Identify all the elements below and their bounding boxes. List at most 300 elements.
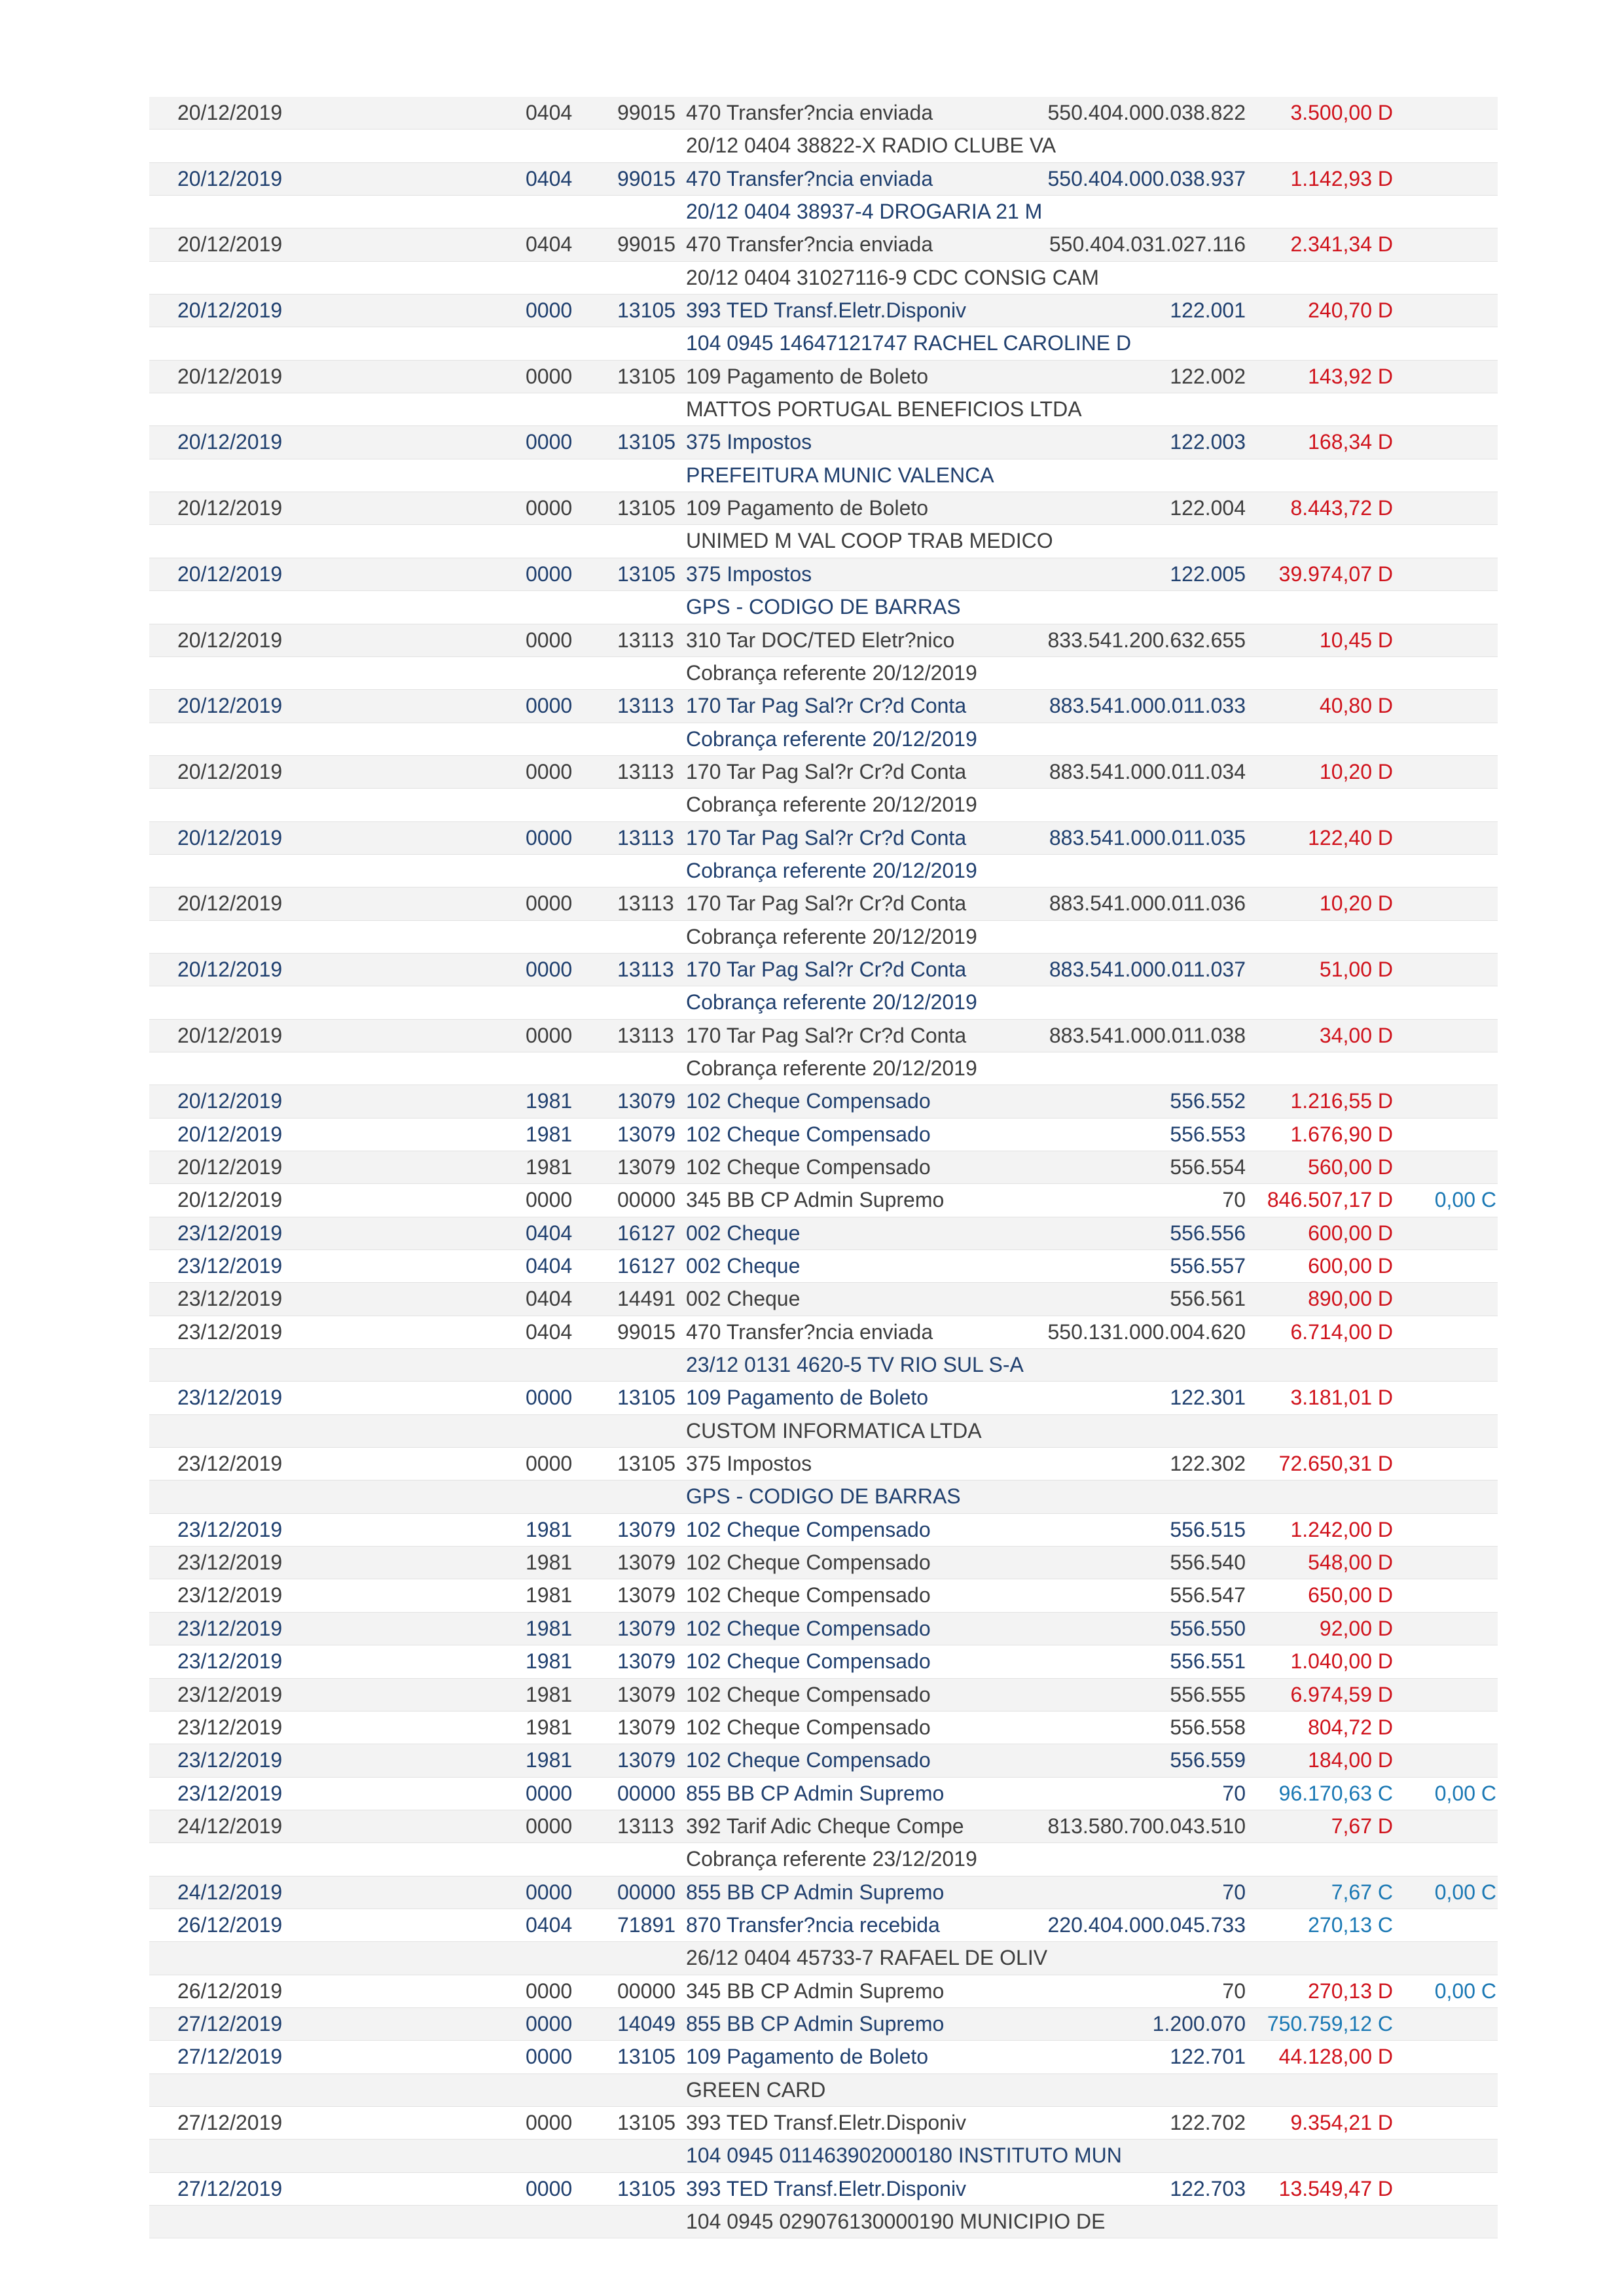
agency-cell: 0000 [526, 298, 573, 323]
lote-cell: 99015 [617, 232, 676, 257]
lote-cell: 13079 [617, 1682, 676, 1706]
transaction-row [149, 1547, 1498, 1579]
agency-cell: 0000 [526, 1452, 573, 1476]
agency-cell: 0404 [526, 1319, 573, 1344]
agency-cell: 1981 [526, 1089, 573, 1113]
agency-cell: 1981 [526, 1682, 573, 1706]
transaction-row [149, 690, 1498, 723]
value-cell: 13.549,47 D [1278, 2176, 1393, 2200]
history-cell: 102 Cheque Compensado [686, 1682, 931, 1706]
description-cell: GREEN CARD [686, 2077, 826, 2102]
transaction-row [149, 163, 1498, 196]
transaction-row [149, 1184, 1498, 1217]
lote-cell: 13079 [617, 1155, 676, 1179]
date-cell: 27/12/2019 [177, 2110, 283, 2134]
transaction-row [149, 361, 1498, 393]
description-cell: 104 0945 029076130000190 MUNICIPIO DE [686, 2210, 1106, 2233]
transaction-row [149, 2008, 1498, 2041]
transaction-row [149, 888, 1498, 920]
description-row [149, 1415, 1498, 1448]
transaction-row [149, 1250, 1498, 1283]
transaction-row [149, 1712, 1498, 1744]
date-cell: 20/12/2019 [177, 101, 283, 124]
value-cell: 7,67 D [1331, 1814, 1393, 1838]
date-cell: 20/12/2019 [177, 364, 283, 388]
history-cell: 002 Cheque [686, 1254, 801, 1278]
document-cell: 813.580.700.043.510 [1047, 1814, 1246, 1838]
transaction-row [149, 1810, 1498, 1843]
date-cell: 23/12/2019 [177, 1386, 283, 1410]
lote-cell: 13105 [617, 2176, 676, 2200]
value-cell: 1.242,00 D [1290, 1517, 1393, 1541]
date-cell: 20/12/2019 [177, 496, 283, 520]
agency-cell: 1981 [526, 1748, 573, 1772]
lote-cell: 00000 [617, 1979, 676, 2003]
bank-statement-table [149, 97, 1498, 2238]
agency-cell: 0000 [526, 496, 573, 520]
lote-cell: 13079 [617, 1715, 676, 1739]
agency-cell: 1981 [526, 1155, 573, 1179]
document-cell: 556.558 [1170, 1715, 1246, 1739]
transaction-row [149, 1744, 1498, 1777]
description-row [149, 723, 1498, 756]
lote-cell: 99015 [617, 101, 676, 124]
document-cell: 556.552 [1170, 1089, 1246, 1113]
value-cell: 1.142,93 D [1290, 166, 1393, 190]
agency-cell: 0000 [526, 628, 573, 652]
transaction-row [149, 492, 1498, 525]
document-cell: 550.404.000.038.937 [1047, 166, 1246, 190]
value-cell: 184,00 D [1308, 1748, 1393, 1772]
history-cell: 102 Cheque Compensado [686, 1649, 931, 1674]
transaction-row [149, 1514, 1498, 1547]
agency-cell: 0404 [526, 1221, 573, 1245]
description-cell: Cobrança referente 20/12/2019 [686, 793, 977, 817]
value-cell: 240,70 D [1308, 298, 1393, 323]
document-cell: 220.404.000.045.733 [1047, 1912, 1246, 1937]
history-cell: 102 Cheque Compensado [686, 1517, 931, 1541]
value-cell: 548,00 D [1308, 1551, 1393, 1575]
value-cell: 9.354,21 D [1290, 2110, 1393, 2134]
document-cell: 122.004 [1170, 496, 1246, 520]
balance-cell: 0,00 C [1434, 1979, 1496, 2003]
history-cell: 170 Tar Pag Sal?r Cr?d Conta [686, 825, 967, 850]
value-cell: 6.714,00 D [1290, 1319, 1393, 1344]
date-cell: 23/12/2019 [177, 1583, 283, 1607]
lote-cell: 13113 [617, 957, 674, 981]
agency-cell: 1981 [526, 1715, 573, 1739]
agency-cell: 1981 [526, 1551, 573, 1575]
document-cell: 122.301 [1170, 1386, 1246, 1410]
value-cell: 168,34 D [1308, 430, 1393, 454]
history-cell: 170 Tar Pag Sal?r Cr?d Conta [686, 759, 967, 783]
value-cell: 1.676,90 D [1290, 1122, 1393, 1146]
value-cell: 10,45 D [1319, 628, 1393, 652]
date-cell: 24/12/2019 [177, 1814, 283, 1838]
history-cell: 102 Cheque Compensado [686, 1551, 931, 1575]
description-cell: 26/12 0404 45733-7 RAFAEL DE OLIV [686, 1946, 1048, 1970]
document-cell: 70 [1222, 1188, 1246, 1212]
lote-cell: 13105 [617, 562, 676, 586]
lote-cell: 00000 [617, 1188, 676, 1212]
value-cell: 560,00 D [1308, 1155, 1393, 1179]
transaction-row [149, 1217, 1498, 1250]
lote-cell: 13079 [617, 1616, 676, 1640]
history-cell: 170 Tar Pag Sal?r Cr?d Conta [686, 891, 967, 916]
agency-cell: 1981 [526, 1649, 573, 1674]
agency-cell: 0404 [526, 232, 573, 257]
description-cell: 104 0945 011463902000180 INSTITUTO MUN [686, 2144, 1122, 2168]
document-cell: 556.561 [1170, 1287, 1246, 1311]
document-cell: 556.547 [1170, 1583, 1246, 1607]
date-cell: 23/12/2019 [177, 1682, 283, 1706]
date-cell: 23/12/2019 [177, 1715, 283, 1739]
history-cell: 102 Cheque Compensado [686, 1155, 931, 1179]
date-cell: 20/12/2019 [177, 1089, 283, 1113]
transaction-row [149, 1316, 1498, 1349]
value-cell: 750.759,12 C [1267, 2011, 1393, 2036]
value-cell: 600,00 D [1308, 1254, 1393, 1278]
document-cell: 550.404.000.038.822 [1047, 101, 1246, 124]
history-cell: 345 BB CP Admin Supremo [686, 1188, 945, 1212]
agency-cell: 1981 [526, 1517, 573, 1541]
transaction-row [149, 558, 1498, 591]
description-cell: Cobrança referente 20/12/2019 [686, 858, 977, 882]
date-cell: 26/12/2019 [177, 1979, 283, 2003]
agency-cell: 0000 [526, 430, 573, 454]
description-row [149, 2206, 1498, 2238]
transaction-row [149, 1382, 1498, 1414]
date-cell: 23/12/2019 [177, 1254, 283, 1278]
lote-cell: 13079 [617, 1089, 676, 1113]
date-cell: 27/12/2019 [177, 2045, 283, 2069]
lote-cell: 13105 [617, 1452, 676, 1476]
transaction-row [149, 1778, 1498, 1810]
value-cell: 1.216,55 D [1290, 1089, 1393, 1113]
value-cell: 2.341,34 D [1290, 232, 1393, 257]
lote-cell: 13105 [617, 364, 676, 388]
agency-cell: 0000 [526, 2110, 573, 2134]
transaction-row [149, 1020, 1498, 1052]
value-cell: 92,00 D [1319, 1616, 1393, 1640]
agency-cell: 1981 [526, 1583, 573, 1607]
description-cell: CUSTOM INFORMATICA LTDA [686, 1418, 982, 1443]
history-cell: 470 Transfer?ncia enviada [686, 1319, 933, 1344]
lote-cell: 13105 [617, 2045, 676, 2069]
date-cell: 27/12/2019 [177, 2011, 283, 2036]
history-cell: 855 BB CP Admin Supremo [686, 1781, 945, 1805]
transaction-row [149, 228, 1498, 261]
date-cell: 20/12/2019 [177, 825, 283, 850]
agency-cell: 0000 [526, 562, 573, 586]
description-cell: Cobrança referente 20/12/2019 [686, 1056, 977, 1080]
document-cell: 556.540 [1170, 1551, 1246, 1575]
description-cell: Cobrança referente 20/12/2019 [686, 660, 977, 685]
document-cell: 883.541.000.011.037 [1049, 957, 1246, 981]
lote-cell: 99015 [617, 1319, 676, 1344]
lote-cell: 13105 [617, 1386, 676, 1410]
transaction-row [149, 756, 1498, 789]
value-cell: 40,80 D [1319, 694, 1393, 718]
document-cell: 556.556 [1170, 1221, 1246, 1245]
description-row [149, 1843, 1498, 1876]
date-cell: 20/12/2019 [177, 298, 283, 323]
document-cell: 122.005 [1170, 562, 1246, 586]
history-cell: 470 Transfer?ncia enviada [686, 101, 933, 124]
lote-cell: 13079 [617, 1583, 676, 1607]
document-cell: 122.001 [1170, 298, 1246, 323]
date-cell: 23/12/2019 [177, 1649, 283, 1674]
agency-cell: 0000 [526, 1023, 573, 1047]
agency-cell: 0000 [526, 694, 573, 718]
document-cell: 550.131.000.004.620 [1047, 1319, 1246, 1344]
value-cell: 270,13 C [1308, 1912, 1393, 1937]
agency-cell: 0000 [526, 1781, 573, 1805]
history-cell: 109 Pagamento de Boleto [686, 496, 929, 520]
description-row [149, 591, 1498, 624]
date-cell: 24/12/2019 [177, 1880, 283, 1904]
description-cell: MATTOS PORTUGAL BENEFICIOS LTDA [686, 397, 1082, 422]
agency-cell: 1981 [526, 1122, 573, 1146]
description-cell: Cobrança referente 20/12/2019 [686, 726, 977, 751]
date-cell: 20/12/2019 [177, 166, 283, 190]
description-cell: Cobrança referente 20/12/2019 [686, 924, 977, 948]
agency-cell: 0404 [526, 1287, 573, 1311]
history-cell: 170 Tar Pag Sal?r Cr?d Conta [686, 957, 967, 981]
balance-cell: 0,00 C [1434, 1781, 1496, 1805]
lote-cell: 13079 [617, 1122, 676, 1146]
transaction-row [149, 2107, 1498, 2140]
agency-cell: 0000 [526, 957, 573, 981]
agency-cell: 0000 [526, 364, 573, 388]
history-cell: 375 Impostos [686, 430, 812, 454]
history-cell: 870 Transfer?ncia recebida [686, 1912, 940, 1937]
transaction-row [149, 1909, 1498, 1942]
date-cell: 23/12/2019 [177, 1221, 283, 1245]
description-cell: 20/12 0404 31027116-9 CDC CONSIG CAM [686, 265, 1099, 289]
lote-cell: 13079 [617, 1551, 676, 1575]
description-cell: 104 0945 14647121747 RACHEL CAROLINE D [686, 331, 1132, 355]
agency-cell: 0000 [526, 2045, 573, 2069]
description-row [149, 1349, 1498, 1382]
history-cell: 855 BB CP Admin Supremo [686, 2011, 945, 2036]
description-row [149, 789, 1498, 821]
document-cell: 70 [1222, 1781, 1246, 1805]
lote-cell: 13079 [617, 1517, 676, 1541]
value-cell: 10,20 D [1319, 759, 1393, 783]
lote-cell: 13105 [617, 2110, 676, 2134]
transaction-row [149, 1119, 1498, 1151]
document-cell: 883.541.000.011.034 [1049, 759, 1246, 783]
document-cell: 883.541.000.011.038 [1049, 1023, 1246, 1047]
date-cell: 20/12/2019 [177, 1155, 283, 1179]
history-cell: 375 Impostos [686, 1452, 812, 1476]
transaction-row [149, 1579, 1498, 1612]
agency-cell: 0000 [526, 2011, 573, 2036]
description-row [149, 262, 1498, 295]
agency-cell: 0404 [526, 101, 573, 124]
lote-cell: 13079 [617, 1649, 676, 1674]
lote-cell: 13105 [617, 298, 676, 323]
date-cell: 23/12/2019 [177, 1748, 283, 1772]
lote-cell: 14491 [617, 1287, 676, 1311]
value-cell: 3.181,01 D [1290, 1386, 1393, 1410]
transaction-row [149, 1645, 1498, 1678]
date-cell: 23/12/2019 [177, 1287, 283, 1311]
history-cell: 002 Cheque [686, 1287, 801, 1311]
history-cell: 102 Cheque Compensado [686, 1089, 931, 1113]
description-row [149, 657, 1498, 690]
value-cell: 143,92 D [1308, 364, 1393, 388]
history-cell: 102 Cheque Compensado [686, 1616, 931, 1640]
description-cell: Cobrança referente 23/12/2019 [686, 1847, 977, 1871]
history-cell: 002 Cheque [686, 1221, 801, 1245]
lote-cell: 00000 [617, 1880, 676, 1904]
date-cell: 20/12/2019 [177, 1023, 283, 1047]
transaction-row [149, 822, 1498, 855]
document-cell: 556.550 [1170, 1616, 1246, 1640]
lote-cell: 13105 [617, 496, 676, 520]
document-cell: 556.553 [1170, 1122, 1246, 1146]
agency-cell: 0000 [526, 759, 573, 783]
value-cell: 39.974,07 D [1278, 562, 1393, 586]
description-row [149, 130, 1498, 162]
history-cell: 109 Pagamento de Boleto [686, 2045, 929, 2069]
date-cell: 23/12/2019 [177, 1616, 283, 1640]
history-cell: 375 Impostos [686, 562, 812, 586]
document-cell: 556.554 [1170, 1155, 1246, 1179]
history-cell: 393 TED Transf.Eletr.Disponiv [686, 2110, 967, 2134]
balance-cell: 0,00 C [1434, 1880, 1496, 1904]
document-cell: 122.302 [1170, 1452, 1246, 1476]
date-cell: 26/12/2019 [177, 1912, 283, 1937]
description-row [149, 1480, 1498, 1513]
document-cell: 556.557 [1170, 1254, 1246, 1278]
history-cell: 470 Transfer?ncia enviada [686, 232, 933, 257]
document-cell: 122.702 [1170, 2110, 1246, 2134]
description-row [149, 393, 1498, 426]
value-cell: 3.500,00 D [1290, 101, 1393, 124]
value-cell: 650,00 D [1308, 1583, 1393, 1607]
agency-cell: 0000 [526, 891, 573, 916]
history-cell: 855 BB CP Admin Supremo [686, 1880, 945, 1904]
value-cell: 6.974,59 D [1290, 1682, 1393, 1706]
agency-cell: 0000 [526, 1188, 573, 1212]
history-cell: 102 Cheque Compensado [686, 1583, 931, 1607]
history-cell: 109 Pagamento de Boleto [686, 1386, 929, 1410]
document-cell: 122.703 [1170, 2176, 1246, 2200]
description-row [149, 2140, 1498, 2172]
description-row [149, 1942, 1498, 1975]
description-row [149, 855, 1498, 888]
document-cell: 883.541.000.011.033 [1049, 694, 1246, 718]
document-cell: 550.404.031.027.116 [1049, 232, 1246, 257]
date-cell: 23/12/2019 [177, 1551, 283, 1575]
date-cell: 20/12/2019 [177, 957, 283, 981]
value-cell: 51,00 D [1319, 957, 1393, 981]
date-cell: 20/12/2019 [177, 628, 283, 652]
history-cell: 392 Tarif Adic Cheque Compe [686, 1814, 964, 1838]
lote-cell: 13105 [617, 430, 676, 454]
agency-cell: 0000 [526, 1880, 573, 1904]
description-cell: 20/12 0404 38822-X RADIO CLUBE VA [686, 134, 1056, 158]
lote-cell: 14049 [617, 2011, 676, 2036]
lote-cell: 13113 [617, 694, 674, 718]
date-cell: 20/12/2019 [177, 891, 283, 916]
description-row [149, 196, 1498, 228]
history-cell: 102 Cheque Compensado [686, 1715, 931, 1739]
document-cell: 122.003 [1170, 430, 1246, 454]
lote-cell: 13113 [617, 628, 674, 652]
agency-cell: 0000 [526, 1814, 573, 1838]
date-cell: 20/12/2019 [177, 759, 283, 783]
description-row [149, 986, 1498, 1019]
lote-cell: 16127 [617, 1221, 676, 1245]
document-cell: 122.002 [1170, 364, 1246, 388]
description-cell: 23/12 0131 4620-5 TV RIO SUL S-A [686, 1353, 1024, 1377]
lote-cell: 13113 [617, 891, 674, 916]
value-cell: 72.650,31 D [1278, 1452, 1393, 1476]
description-row [149, 525, 1498, 558]
lote-cell: 13113 [617, 1023, 674, 1047]
lote-cell: 13113 [617, 1814, 674, 1838]
value-cell: 122,40 D [1308, 825, 1393, 850]
lote-cell: 71891 [617, 1912, 676, 1937]
transaction-row [149, 426, 1498, 459]
agency-cell: 0404 [526, 166, 573, 190]
transaction-row [149, 1679, 1498, 1712]
history-cell: 345 BB CP Admin Supremo [686, 1979, 945, 2003]
transaction-row [149, 2173, 1498, 2206]
transaction-row [149, 954, 1498, 986]
date-cell: 20/12/2019 [177, 232, 283, 257]
transaction-row [149, 624, 1498, 657]
description-cell: Cobrança referente 20/12/2019 [686, 990, 977, 1014]
agency-cell: 1981 [526, 1616, 573, 1640]
description-cell: GPS - CODIGO DE BARRAS [686, 595, 961, 619]
value-cell: 96.170,63 C [1278, 1781, 1393, 1805]
transaction-row [149, 1876, 1498, 1909]
lote-cell: 16127 [617, 1254, 676, 1278]
description-cell: PREFEITURA MUNIC VALENCA [686, 463, 994, 487]
agency-cell: 0000 [526, 1979, 573, 2003]
document-cell: 883.541.000.011.036 [1049, 891, 1246, 916]
date-cell: 20/12/2019 [177, 1188, 283, 1212]
document-cell: 883.541.000.011.035 [1049, 825, 1246, 850]
agency-cell: 0404 [526, 1912, 573, 1937]
date-cell: 23/12/2019 [177, 1517, 283, 1541]
document-cell: 556.551 [1170, 1649, 1246, 1674]
date-cell: 20/12/2019 [177, 562, 283, 586]
description-cell: GPS - CODIGO DE BARRAS [686, 1484, 961, 1509]
value-cell: 846.507,17 D [1267, 1188, 1393, 1212]
balance-cell: 0,00 C [1434, 1188, 1496, 1212]
document-cell: 556.555 [1170, 1682, 1246, 1706]
document-cell: 556.559 [1170, 1748, 1246, 1772]
transaction-row [149, 1085, 1498, 1118]
lote-cell: 13113 [617, 825, 674, 850]
value-cell: 10,20 D [1319, 891, 1393, 916]
value-cell: 8.443,72 D [1290, 496, 1393, 520]
agency-cell: 0404 [526, 1254, 573, 1278]
description-row [149, 1052, 1498, 1085]
value-cell: 890,00 D [1308, 1287, 1393, 1311]
transaction-row [149, 1448, 1498, 1480]
date-cell: 20/12/2019 [177, 430, 283, 454]
value-cell: 1.040,00 D [1290, 1649, 1393, 1674]
document-cell: 70 [1222, 1979, 1246, 2003]
value-cell: 600,00 D [1308, 1221, 1393, 1245]
